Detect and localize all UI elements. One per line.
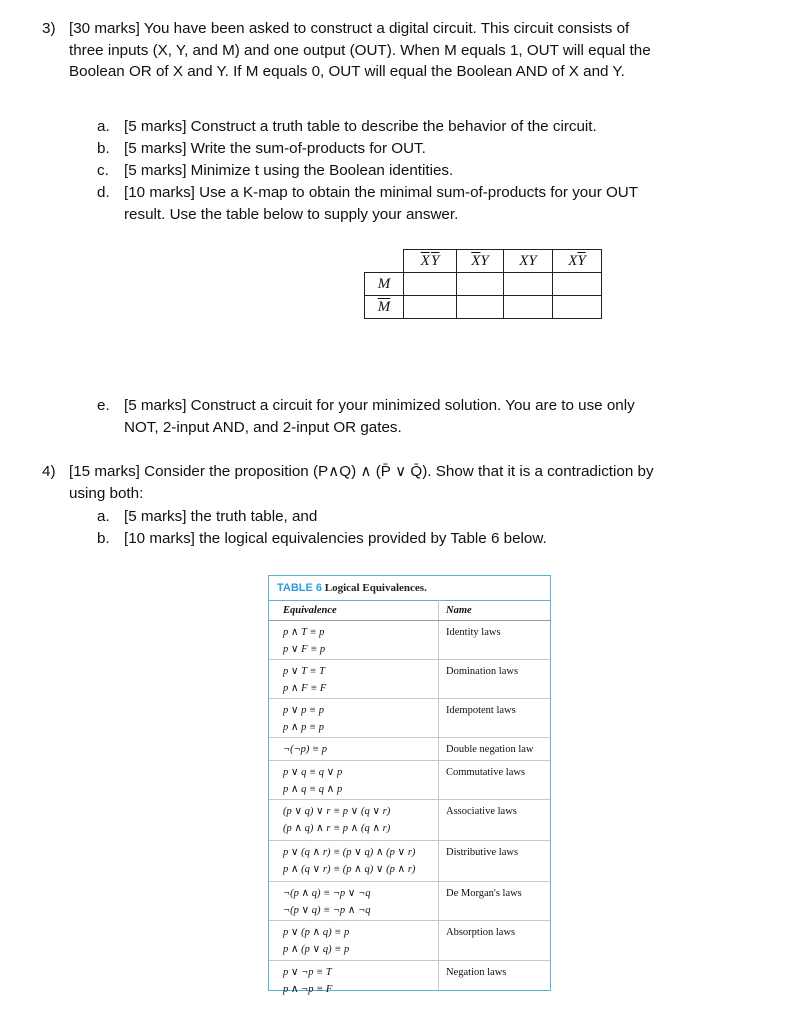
question-3-line-1: [30 marks] You have been asked to construct a digital circuit. This circuit consists of bbox=[69, 20, 630, 37]
table-6-caption bbox=[269, 576, 550, 601]
question-4-number: 4) bbox=[42, 463, 56, 480]
question-4-line-2: using both: bbox=[69, 484, 144, 502]
q4-part-a: a. [5 marks] the truth table, and bbox=[97, 506, 737, 528]
kmap-table bbox=[364, 249, 602, 319]
question-3-line-2: three inputs (X, Y, and M) and one output (OUT). When M equals 1, OUT will equal the bbox=[69, 41, 651, 59]
q3-part-e-line-2: NOT, 2-input AND, and 2-input OR gates. bbox=[124, 418, 402, 436]
kmap-row-label-mbar: $\overline{M}$ bbox=[365, 296, 404, 319]
table-row: p ∨ ¬p ≡ T p ∧ ¬p ≡ F Negation laws bbox=[283, 967, 507, 995]
table-row: ¬(¬p) ≡ p Double negation law bbox=[269, 738, 550, 761]
kmap-cell bbox=[553, 273, 602, 296]
kmap-header-row bbox=[365, 250, 602, 273]
table-row: p ∨ T ≡ T p ∧ F ≡ F Domination laws bbox=[269, 660, 550, 699]
table-row: p ∨ (p ∧ q) ≡ p p ∧ (p ∨ q) ≡ p Absorption laws bbox=[269, 921, 550, 961]
q3-part-d-line-1: [10 marks] Use a K-map to obtain the minimal sum-of-products for your OUT bbox=[124, 184, 639, 201]
kmap-col-xbar-y: $\overline{X}Y$ bbox=[457, 250, 504, 273]
table-row: p ∨ q ≡ q ∨ p p ∧ q ≡ q ∧ p Commutative laws bbox=[269, 761, 550, 800]
q3-part-d-line-2: result. Use the table below to supply your answer. bbox=[124, 205, 459, 223]
kmap-cell bbox=[457, 296, 504, 319]
table-6-logical-equivalences bbox=[268, 575, 551, 995]
kmap-row-mbar bbox=[365, 296, 602, 319]
question-3-number: 3) bbox=[42, 20, 56, 37]
table-row: p ∨ (q ∧ r) ≡ (p ∨ q) ∧ (p ∨ r) p ∧ (q ∨ r) ≡ (p ∧ q) ∨ (p ∧ r) Distributive laws bbox=[269, 841, 550, 882]
question-3 bbox=[42, 18, 752, 83]
kmap-cell bbox=[504, 273, 553, 296]
q4-part-a-text: [5 marks] the truth table, and bbox=[124, 508, 318, 525]
q3-part-c-text: [5 marks] Minimize t using the Boolean identities. bbox=[124, 162, 454, 179]
table-row: p ∧ T ≡ p p ∨ F ≡ p Identity laws bbox=[269, 621, 550, 660]
q3-part-a-text: [5 marks] Construct a truth table to describe the behavior of the circuit. bbox=[124, 118, 597, 135]
q3-part-d: d. [10 marks] Use a K-map to obtain the minimal sum-of-products for your OUT result. Use the table below to supply your answer. bbox=[97, 182, 737, 225]
q3-part-c: c. [5 marks] Minimize t using the Boolean identities. bbox=[97, 160, 737, 182]
table-row: ¬(p ∧ q) ≡ ¬p ∨ ¬q ¬(p ∨ q) ≡ ¬p ∧ ¬q De Morgan's laws bbox=[269, 882, 550, 921]
question-3-line-3: Boolean OR of X and Y. If M equals 0, OUT will equal the Boolean AND of X and Y. bbox=[69, 63, 625, 80]
column-header-name: Name bbox=[446, 605, 472, 616]
q3-part-b-text: [5 marks] Write the sum-of-products for OUT. bbox=[124, 140, 426, 157]
question-4 bbox=[42, 461, 752, 504]
question-4-line-1: [15 marks] Consider the proposition (P∧Q) ∧ (P̄ ∨ Q̄). Show that it is a contradiction by bbox=[69, 463, 654, 480]
kmap-cell bbox=[553, 296, 602, 319]
kmap-cell bbox=[457, 273, 504, 296]
table-6-header bbox=[269, 601, 550, 621]
q3-part-b: b. [5 marks] Write the sum-of-products for OUT. bbox=[97, 138, 737, 160]
table-6-label: TABLE 6 bbox=[277, 582, 323, 594]
table-row: (p ∨ q) ∨ r ≡ p ∨ (q ∨ r) (p ∧ q) ∧ r ≡ p ∧ (q ∧ r) Associative laws bbox=[269, 800, 550, 841]
q3-part-e-line-1: [5 marks] Construct a circuit for your minimized solution. You are to use only bbox=[124, 397, 635, 414]
column-header-equivalence: Equivalence bbox=[283, 605, 337, 616]
kmap-col-x-y: XY bbox=[504, 250, 553, 273]
kmap-row-m bbox=[365, 273, 602, 296]
q4-part-b-text: [10 marks] the logical equivalencies provided by Table 6 below. bbox=[124, 530, 547, 547]
q3-part-a: a. [5 marks] Construct a truth table to describe the behavior of the circuit. bbox=[97, 116, 737, 138]
kmap-cell bbox=[404, 273, 457, 296]
kmap-col-x-ybar: $X\overline{Y}$ bbox=[553, 250, 602, 273]
kmap-col-xbar-ybar: $\overline{X}$ $\overline{Y}$ bbox=[404, 250, 457, 273]
table-6-title: Logical Equivalences. bbox=[324, 582, 427, 594]
kmap-cell bbox=[404, 296, 457, 319]
q4-part-b: b. [10 marks] the logical equivalencies provided by Table 6 below. bbox=[97, 528, 737, 550]
q3-part-e: e. [5 marks] Construct a circuit for your minimized solution. You are to use only NOT, 2-input AND, and 2-input OR gates. bbox=[97, 395, 737, 438]
kmap-cell bbox=[504, 296, 553, 319]
table-row: p ∨ p ≡ p p ∧ p ≡ p Idempotent laws bbox=[269, 699, 550, 738]
kmap-row-label-m: M bbox=[365, 273, 404, 296]
